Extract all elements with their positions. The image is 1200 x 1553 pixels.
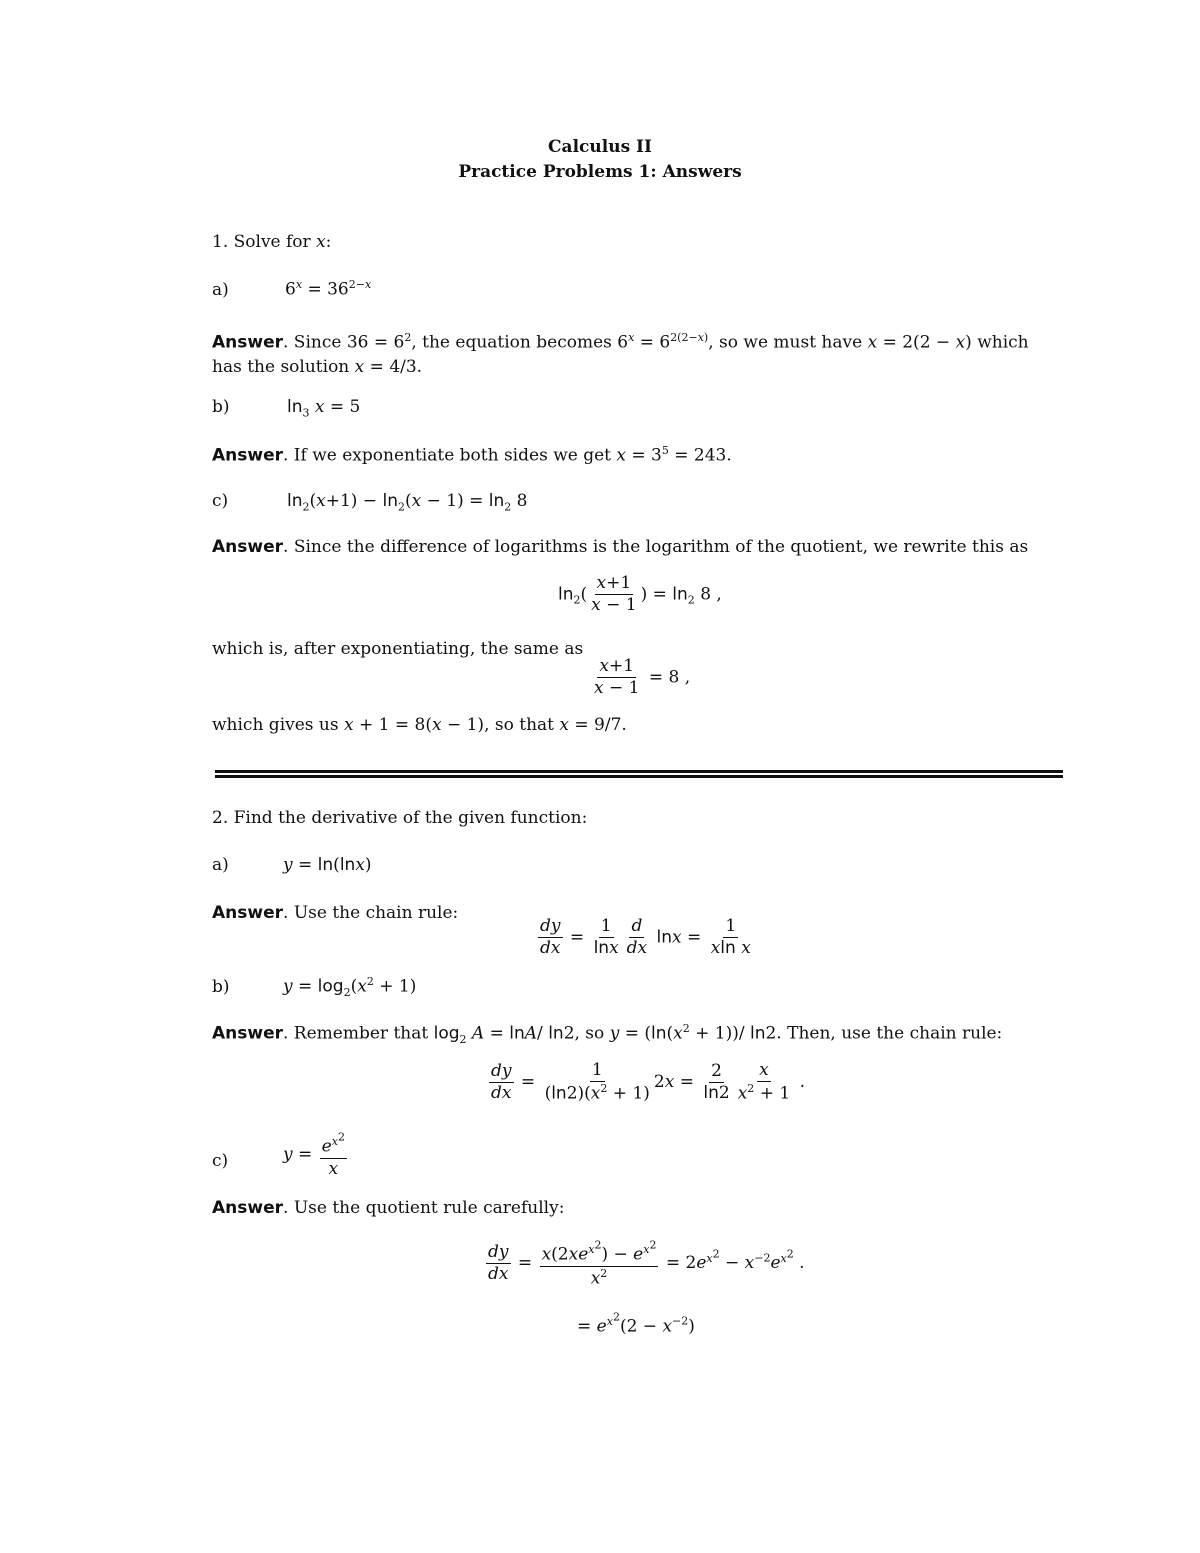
divider-top — [215, 770, 1063, 773]
problem-2-prompt: 2. Find the derivative of the given function: — [212, 808, 588, 828]
problem-1c-answer: Answer. Since the difference of logarithms is the logarithm of the quotient, we rewrite this as — [212, 537, 1029, 557]
problem-1-prompt: 1. Solve for x: — [212, 232, 332, 252]
problem-2b-label: b) — [212, 977, 230, 997]
problem-1c-equation: $\ln_2(x+1) - \ln_2(x - 1) = \ln_2 8$ — [287, 491, 528, 514]
problem-1c-conclusion: which gives us x + 1 = 8(x − 1), so that x = 9/7. — [212, 715, 627, 735]
problem-2a-answer: Answer. Use the chain rule: — [212, 903, 459, 923]
problem-1b-label: b) — [212, 397, 230, 417]
problem-2c-simplified: = $e^{x^2}(2 - x^{-2})$ — [577, 1310, 695, 1337]
problem-1a-equation: $6^x = 36^{2-x}$ — [285, 278, 372, 300]
problem-1c-fraction-eq: $\frac{x+1}{x - 1}$ = 8 , — [594, 656, 691, 699]
problem-1a-answer: Answer. Since $36 = 6^2$, the equation becomes $6^x = 6^{2(2-x)}$, so we must have x = 2(2 − x) which has the solution x = 4/3. — [212, 331, 1029, 377]
problem-2b-derivative: $\frac{dy}{dx}$ = $\frac{1}{(\ln 2)(x^2 + 1)}$ 2x = $\frac{2}{\ln 2}$ $\frac{x}{x^2 + 1}$ . — [491, 1060, 805, 1104]
divider-bottom — [215, 775, 1063, 778]
page-subtitle: Practice Problems 1: Answers — [458, 162, 742, 182]
problem-1c-label: c) — [212, 491, 229, 511]
problem-2c-label: c) — [212, 1151, 229, 1171]
problem-2c-answer: Answer. Use the quotient rule carefully: — [212, 1198, 565, 1218]
problem-1c-log-quotient: $\ln_2$( $\frac{x+1}{x - 1}$ ) = $\ln_2 8$ , — [558, 573, 722, 616]
page-title: Calculus II — [548, 137, 652, 157]
problem-1b-answer: Answer. If we exponentiate both sides we get $x = 3^5 = 243$. — [212, 444, 732, 466]
problem-2c-derivative: $\frac{dy}{dx}$ = $\frac{x(2xe^{x^2}) - e^{x^2}}{x^2}$ = $2e^{x^2} - x^{-2}e^{x^2}$ . — [488, 1238, 805, 1289]
problem-1b-equation: $\ln_3 x = 5$ — [287, 397, 361, 420]
problem-2b-equation: $y = \log_2(x^2 + 1)$ — [283, 975, 417, 1000]
problem-2a-label: a) — [212, 855, 229, 875]
problem-1c-after-text: which is, after exponentiating, the same as — [212, 639, 584, 659]
problem-2c-equation: y = $\frac{e^{x^2}}{x}$ — [283, 1130, 345, 1179]
problem-2b-answer: Answer. Remember that $\log_2 A = \ln A/$ ln2, so $y = (\ln(x^2 + 1))/$ ln2. Then, use the chain rule: — [212, 1022, 1003, 1047]
problem-2a-derivative: $\frac{dy}{dx}$ = $\frac{1}{\ln x}$ $\frac{d}{dx}$ lnx = $\frac{1}{\text{xln x}}$ — [540, 916, 751, 959]
problem-1a-label: a) — [212, 280, 229, 300]
problem-2a-equation: y = ln(lnx) — [283, 855, 372, 875]
